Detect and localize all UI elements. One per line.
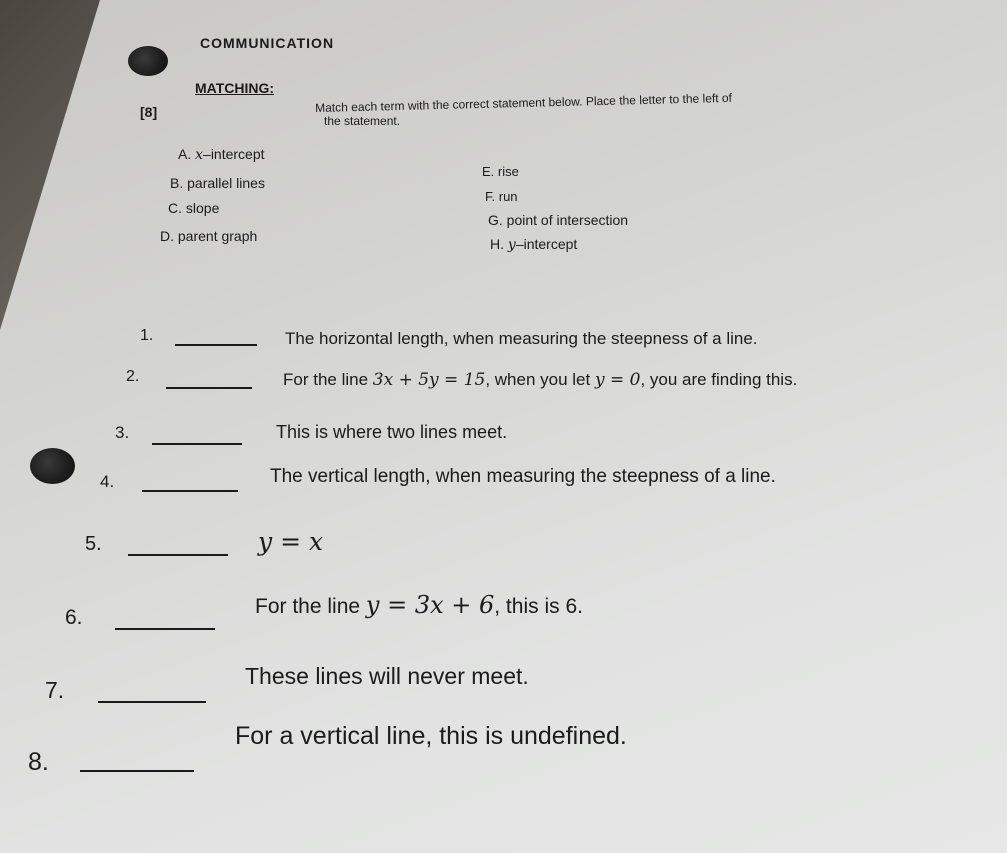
- question-number: 6.: [65, 606, 83, 629]
- answer-blank[interactable]: [80, 770, 194, 772]
- equation: 3x + 5y = 15: [372, 370, 486, 390]
- question-number: 2.: [126, 368, 140, 385]
- equation: y = 0: [594, 370, 641, 390]
- answer-blank[interactable]: [152, 443, 242, 445]
- term-f: [485, 189, 518, 204]
- answer-blank[interactable]: [115, 628, 215, 630]
- matching-label: MATCHING:: [195, 80, 275, 96]
- question-text: These lines will never meet.: [245, 663, 529, 689]
- question-number: 5.: [85, 533, 102, 555]
- term-h: [490, 236, 577, 253]
- answer-blank[interactable]: [175, 344, 257, 346]
- answer-blank[interactable]: [142, 490, 238, 492]
- term-text: rise: [497, 164, 519, 179]
- answer-blank[interactable]: [98, 701, 206, 703]
- question-text: The vertical length, when measuring the steepness of a line.: [270, 466, 776, 487]
- term-e: [482, 164, 519, 179]
- term-d: [160, 228, 257, 244]
- text-part: , this is 6.: [494, 595, 583, 618]
- question-number: 4.: [100, 472, 115, 491]
- text-part: For the line: [255, 595, 366, 618]
- question-number: 1.: [140, 327, 154, 344]
- instructions-line1: Match each term with the correct statement below. Place the letter to the left of: [315, 90, 733, 115]
- term-variable: x: [195, 147, 204, 163]
- term-letter: C.: [168, 200, 182, 216]
- section-title: COMMUNICATION: [200, 35, 335, 51]
- question-number: 3.: [115, 423, 130, 442]
- term-text: parallel lines: [187, 175, 265, 191]
- term-letter: B.: [170, 175, 184, 191]
- term-c: [168, 200, 219, 216]
- text-part: For the line: [283, 370, 373, 389]
- question-text: This is where two lines meet.: [276, 422, 508, 442]
- question-text: The horizontal length, when measuring the steepness of a line.: [285, 329, 758, 348]
- term-letter: E.: [482, 164, 495, 179]
- term-text: parent graph: [177, 228, 258, 244]
- text-part: , you are finding this.: [640, 370, 798, 389]
- question-number: 8.: [28, 748, 49, 776]
- term-letter: G.: [488, 212, 503, 228]
- equation: y = x: [258, 527, 324, 556]
- term-b: [170, 175, 265, 191]
- term-text: run: [498, 189, 518, 204]
- question-text: [255, 591, 583, 619]
- equation: y = 3x + 6: [365, 591, 495, 619]
- question-text: [283, 370, 797, 390]
- term-text: –intercept: [203, 146, 265, 162]
- answer-blank[interactable]: [166, 387, 252, 389]
- term-letter: A.: [178, 146, 192, 162]
- term-g: [488, 212, 628, 228]
- punch-hole-middle: [30, 448, 75, 484]
- term-letter: D.: [160, 228, 174, 244]
- punch-hole-top: [128, 46, 168, 76]
- answer-blank[interactable]: [128, 554, 228, 556]
- instructions-line2: the statement.: [324, 114, 401, 128]
- question-number: 7.: [45, 677, 65, 703]
- term-text: –intercept: [515, 236, 578, 252]
- term-a: [178, 146, 265, 163]
- term-variable: y: [507, 237, 516, 253]
- points-value: [8]: [140, 104, 158, 120]
- term-text: slope: [185, 200, 220, 216]
- question-text: For a vertical line, this is undefined.: [235, 722, 627, 750]
- term-text: point of intersection: [506, 212, 629, 228]
- text-part: , when you let: [485, 370, 595, 389]
- term-letter: H.: [490, 236, 504, 252]
- term-letter: F.: [485, 189, 496, 204]
